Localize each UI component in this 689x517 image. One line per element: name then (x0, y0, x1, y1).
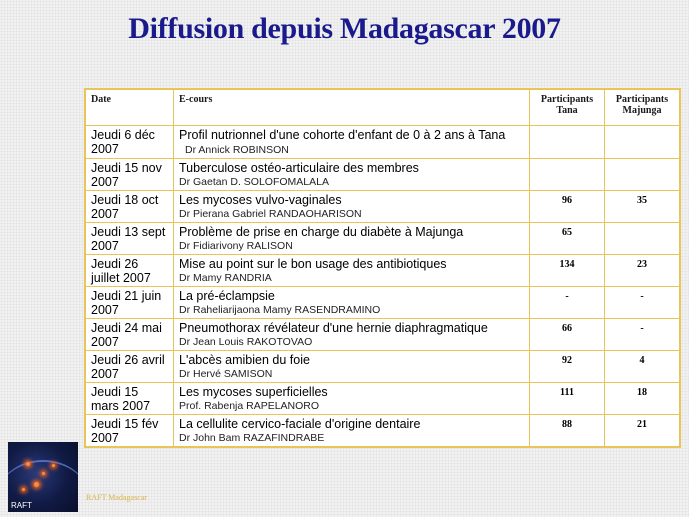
cell-participants-majunga: 4 (605, 351, 681, 383)
course-title: Les mycoses superficielles (179, 385, 328, 399)
cell-course (174, 223, 530, 255)
logo-label: RAFT (11, 501, 32, 510)
course-title: Profil nutrionnel d'une cohorte d'enfant de 0 à 2 ans à Tana (179, 128, 506, 142)
cell-course (174, 287, 530, 319)
course-doctor: Dr Gaetan D. SOLOFOMALALA (179, 176, 329, 188)
cell-course (174, 191, 530, 223)
header-participants-tana: Participants Tana (530, 89, 605, 126)
cell-participants-majunga (605, 223, 681, 255)
course-title: L'abcès amibien du foie (179, 353, 310, 367)
cell-participants-tana: 92 (530, 351, 605, 383)
course-title: Les mycoses vulvo-vaginales (179, 193, 342, 207)
course-doctor: Dr Raheliarijaona Mamy RASENDRAMINO (179, 304, 381, 316)
table-row (85, 319, 680, 351)
cell-participants-majunga (605, 126, 681, 159)
table-body (85, 126, 680, 448)
cell-participants-tana: 111 (530, 383, 605, 415)
cell-course (174, 126, 530, 159)
cell-participants-majunga: 23 (605, 255, 681, 287)
table-row (85, 126, 680, 159)
course-title: Problème de prise en charge du diabète à Majunga (179, 225, 464, 239)
cell-date: Jeudi 15 nov 2007 (85, 159, 174, 191)
courses-table-container (84, 88, 681, 448)
course-title: La cellulite cervico-faciale d'origine dentaire (179, 417, 421, 431)
cell-course (174, 319, 530, 351)
cell-course (174, 351, 530, 383)
course-doctor: Dr Annick ROBINSON (185, 144, 289, 156)
course-doctor: Dr Pierana Gabriel RANDAOHARISON (179, 208, 362, 220)
course-doctor: Dr Jean Louis RAKOTOVAO (179, 336, 313, 348)
cell-participants-majunga: - (605, 287, 681, 319)
cell-date: Jeudi 26 juillet 2007 (85, 255, 174, 287)
table-row (85, 191, 680, 223)
course-title: Mise au point sur le bon usage des antibiotiques (179, 257, 447, 271)
cell-date: Jeudi 24 mai 2007 (85, 319, 174, 351)
cell-date: Jeudi 6 déc 2007 (85, 126, 174, 159)
cell-participants-majunga: - (605, 319, 681, 351)
cell-date: Jeudi 15 fév 2007 (85, 415, 174, 448)
page-title: Diffusion depuis Madagascar 2007 (128, 12, 561, 45)
raft-logo (8, 442, 78, 512)
table-row (85, 255, 680, 287)
cell-date: Jeudi 18 oct 2007 (85, 191, 174, 223)
cell-course (174, 383, 530, 415)
cell-participants-majunga: 21 (605, 415, 681, 448)
cell-date: Jeudi 26 avril 2007 (85, 351, 174, 383)
course-title: Tuberculose ostéo-articulaire des membres (179, 161, 419, 175)
cell-date: Jeudi 13 sept 2007 (85, 223, 174, 255)
course-doctor: Dr Fidiarivony RALISON (179, 240, 293, 252)
footer-text: RAFT Madagascar (86, 493, 147, 502)
course-title: Pneumothorax révélateur d'une hernie diaphragmatique (179, 321, 488, 335)
cell-participants-majunga: 35 (605, 191, 681, 223)
course-doctor: Prof. Rabenja RAPELANORO (179, 400, 320, 412)
table-row (85, 223, 680, 255)
cell-participants-tana: - (530, 287, 605, 319)
course-doctor: Dr Mamy RANDRIA (179, 272, 272, 284)
header-participants-majunga: Participants Majunga (605, 89, 681, 126)
table-header-row (85, 89, 680, 126)
cell-participants-tana: 88 (530, 415, 605, 448)
cell-date: Jeudi 21 juin 2007 (85, 287, 174, 319)
cell-course (174, 255, 530, 287)
cell-participants-majunga: 18 (605, 383, 681, 415)
cell-participants-tana: 96 (530, 191, 605, 223)
cell-participants-tana: 65 (530, 223, 605, 255)
table-row (85, 383, 680, 415)
table-row (85, 351, 680, 383)
cell-course (174, 415, 530, 448)
course-doctor: Dr John Bam RAZAFINDRABE (179, 432, 325, 444)
table-row (85, 287, 680, 319)
cell-date: Jeudi 15 mars 2007 (85, 383, 174, 415)
cell-participants-tana: 66 (530, 319, 605, 351)
header-date: Date (85, 89, 174, 126)
cell-participants-tana (530, 126, 605, 159)
course-title: La pré-éclampsie (179, 289, 275, 303)
table-row (85, 415, 680, 448)
header-ecours: E-cours (174, 89, 530, 126)
cell-participants-tana: 134 (530, 255, 605, 287)
cell-participants-majunga (605, 159, 681, 191)
table-row (85, 159, 680, 191)
cell-course (174, 159, 530, 191)
cell-participants-tana (530, 159, 605, 191)
courses-table (84, 88, 681, 448)
course-doctor: Dr Hervé SAMISON (179, 368, 273, 380)
